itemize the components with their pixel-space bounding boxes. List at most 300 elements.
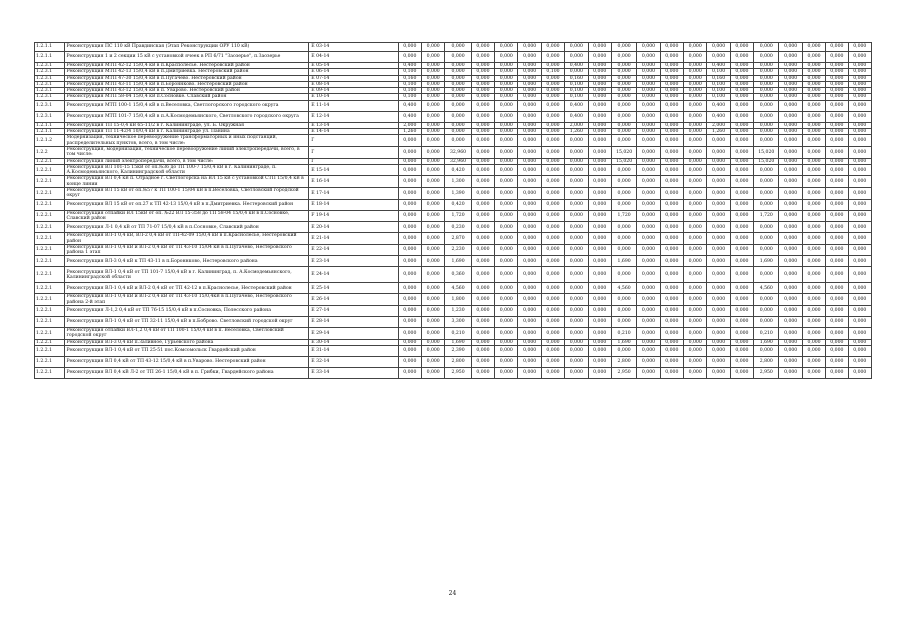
value-cell: 0,000: [848, 188, 871, 200]
value-cell: 0,000: [588, 52, 611, 63]
value-cell: 0,000: [730, 328, 753, 340]
value-cell: 0,000: [637, 122, 660, 128]
value-cell: 0,000: [802, 129, 825, 135]
value-cell: 0,400: [565, 111, 588, 122]
value-cell: 0,000: [848, 63, 871, 69]
value-cell: 0,000: [754, 222, 779, 233]
value-cell: 0,000: [684, 188, 707, 200]
value-cell: 0,000: [611, 88, 636, 94]
table-row: [35, 88, 872, 94]
value-cell: 0,000: [660, 63, 683, 69]
value-cell: 0,100: [707, 94, 730, 100]
value-cell: 2,390: [445, 345, 471, 356]
value-cell: 0,000: [660, 52, 683, 63]
value-cell: 0,000: [398, 210, 421, 222]
row-id: 1.2.3.1: [35, 81, 65, 87]
row-id: 1.2.2.1: [35, 188, 65, 200]
row-code: E 28-14: [309, 317, 398, 328]
value-cell: 0,000: [541, 267, 564, 283]
value-cell: 0,400: [707, 63, 730, 69]
value-cell: 0,000: [707, 164, 730, 176]
row-code: E 33-14: [309, 367, 398, 378]
value-cell: 0,000: [565, 256, 588, 267]
row-name: Реконструкция Л-1,2 0,4 кВ от ТП 76-15 15/0,4 кВ в п.Сосновка, Полесского района: [65, 306, 309, 317]
value-cell: 0,000: [848, 233, 871, 245]
value-cell: 0,000: [754, 244, 779, 256]
value-cell: 2,000: [565, 122, 588, 128]
row-code: E 26-14: [309, 294, 398, 306]
row-id: 1.2.2.1: [35, 283, 65, 294]
value-cell: 0,000: [802, 306, 825, 317]
value-cell: 0,000: [611, 267, 636, 283]
value-cell: 0,000: [802, 81, 825, 87]
row-name: Реконструкция МТП 101-7 15/0,4 кВ в п.А.Космодемьянского, Светловского городского округа: [65, 111, 309, 122]
value-cell: 0,000: [684, 345, 707, 356]
value-cell: 0,000: [495, 176, 518, 188]
value-cell: 0,000: [588, 233, 611, 245]
value-cell: 0,000: [730, 135, 753, 147]
value-cell: 0,000: [421, 328, 444, 340]
value-cell: 0,000: [637, 222, 660, 233]
value-cell: 0,000: [611, 81, 636, 87]
value-cell: 0,000: [471, 88, 494, 94]
value-cell: 0,000: [398, 244, 421, 256]
table-row: [35, 267, 872, 283]
value-cell: 0,000: [518, 81, 541, 87]
value-cell: 0,000: [779, 339, 802, 345]
value-cell: 0,000: [541, 94, 564, 100]
value-cell: 0,000: [826, 135, 848, 147]
value-cell: 1,230: [445, 306, 471, 317]
value-cell: 0,000: [471, 244, 494, 256]
value-cell: 0,000: [826, 81, 848, 87]
value-cell: 0,000: [637, 69, 660, 75]
value-cell: 0,000: [754, 306, 779, 317]
row-code: E 11-14: [309, 100, 398, 111]
row-name: Реконструкция, модернизация, техническое перевооружение линий электропередачи, всего, в том числе:: [65, 146, 309, 158]
value-cell: 0,000: [588, 294, 611, 306]
value-cell: 0,000: [660, 256, 683, 267]
value-cell: 2,800: [445, 356, 471, 367]
value-cell: 0,000: [588, 356, 611, 367]
value-cell: 0,000: [518, 69, 541, 75]
value-cell: 0,000: [707, 233, 730, 245]
value-cell: 0,000: [754, 317, 779, 328]
value-cell: 0,000: [848, 294, 871, 306]
value-cell: 0,000: [495, 43, 518, 52]
value-cell: 0,000: [779, 188, 802, 200]
value-cell: 0,000: [826, 158, 848, 164]
value-cell: 0,000: [848, 94, 871, 100]
value-cell: 0,000: [637, 158, 660, 164]
value-cell: 0,000: [518, 94, 541, 100]
value-cell: 0,000: [707, 158, 730, 164]
value-cell: 0,000: [826, 256, 848, 267]
value-cell: 0,000: [611, 188, 636, 200]
value-cell: 1,300: [445, 176, 471, 188]
row-id: 1.2.2.1: [35, 233, 65, 245]
value-cell: 0,000: [730, 188, 753, 200]
table-row: [35, 306, 872, 317]
value-cell: 0,000: [421, 111, 444, 122]
value-cell: 0,000: [754, 100, 779, 111]
value-cell: 0,000: [398, 317, 421, 328]
value-cell: 0,000: [848, 367, 871, 378]
value-cell: 0,000: [779, 135, 802, 147]
value-cell: 0,000: [660, 233, 683, 245]
value-cell: 0,000: [802, 210, 825, 222]
value-cell: 0,000: [848, 345, 871, 356]
row-id: 1.2.1.1: [35, 122, 65, 128]
value-cell: 0,000: [802, 233, 825, 245]
value-cell: 0,000: [779, 81, 802, 87]
value-cell: 0,420: [445, 199, 471, 210]
value-cell: 0,000: [754, 135, 779, 147]
value-cell: 0,000: [779, 233, 802, 245]
value-cell: 0,000: [826, 146, 848, 158]
value-cell: 0,000: [684, 63, 707, 69]
value-cell: 0,000: [660, 164, 683, 176]
value-cell: 0,000: [398, 199, 421, 210]
value-cell: 0,000: [826, 69, 848, 75]
value-cell: 0,000: [637, 164, 660, 176]
value-cell: 0,000: [445, 63, 471, 69]
value-cell: 0,000: [398, 283, 421, 294]
value-cell: 0,400: [398, 100, 421, 111]
value-cell: 0,400: [565, 100, 588, 111]
value-cell: 0,000: [445, 111, 471, 122]
value-cell: 0,000: [471, 283, 494, 294]
table-row: [35, 367, 872, 378]
value-cell: 0,000: [541, 367, 564, 378]
value-cell: 0,000: [421, 256, 444, 267]
value-cell: 0,000: [471, 43, 494, 52]
value-cell: 0,420: [445, 164, 471, 176]
row-code: E 24-14: [309, 267, 398, 283]
table-row: [35, 256, 872, 267]
value-cell: 0,000: [730, 111, 753, 122]
value-cell: 0,000: [421, 146, 444, 158]
value-cell: 0,000: [518, 43, 541, 52]
value-cell: 15,020: [611, 146, 636, 158]
value-cell: 0,000: [660, 129, 683, 135]
value-cell: 0,000: [565, 367, 588, 378]
value-cell: 0,000: [541, 256, 564, 267]
value-cell: 0,000: [826, 222, 848, 233]
value-cell: 2,000: [707, 122, 730, 128]
value-cell: 0,000: [707, 146, 730, 158]
value-cell: 0,000: [541, 233, 564, 245]
value-cell: 0,000: [730, 317, 753, 328]
value-cell: 0,000: [421, 267, 444, 283]
value-cell: 0,000: [541, 135, 564, 147]
table-row: [35, 339, 872, 345]
value-cell: 0,000: [588, 122, 611, 128]
value-cell: 0,000: [588, 69, 611, 75]
value-cell: 0,000: [421, 199, 444, 210]
value-cell: 0,000: [495, 199, 518, 210]
value-cell: 0,000: [421, 81, 444, 87]
value-cell: 0,000: [684, 199, 707, 210]
value-cell: 0,000: [826, 100, 848, 111]
value-cell: 0,000: [518, 233, 541, 245]
value-cell: 2,800: [611, 356, 636, 367]
value-cell: 0,000: [848, 210, 871, 222]
value-cell: 1,690: [754, 339, 779, 345]
value-cell: 0,000: [565, 135, 588, 147]
value-cell: 0,000: [730, 63, 753, 69]
row-code: E 20-14: [309, 222, 398, 233]
value-cell: 0,000: [707, 210, 730, 222]
value-cell: 0,000: [660, 210, 683, 222]
value-cell: 0,000: [471, 256, 494, 267]
value-cell: 0,000: [707, 367, 730, 378]
value-cell: 0,000: [421, 210, 444, 222]
value-cell: 0,000: [730, 52, 753, 63]
value-cell: 0,000: [518, 339, 541, 345]
row-id: 1.2.2.1: [35, 306, 65, 317]
value-cell: 0,000: [471, 75, 494, 81]
value-cell: 0,000: [660, 283, 683, 294]
row-code: E 13-14: [309, 122, 398, 128]
value-cell: 0,100: [398, 81, 421, 87]
value-cell: 0,000: [802, 164, 825, 176]
value-cell: 0,000: [802, 94, 825, 100]
value-cell: 0,000: [565, 188, 588, 200]
value-cell: 0,000: [495, 244, 518, 256]
row-id: 1.2.2.1: [35, 339, 65, 345]
value-cell: 0,000: [518, 356, 541, 367]
row-code: Г: [309, 158, 398, 164]
value-cell: 0,000: [730, 306, 753, 317]
value-cell: 0,000: [471, 164, 494, 176]
value-cell: 0,000: [588, 81, 611, 87]
value-cell: 0,000: [518, 328, 541, 340]
value-cell: 0,000: [495, 158, 518, 164]
row-id: 1.2.2.1: [35, 256, 65, 267]
value-cell: 0,000: [848, 306, 871, 317]
value-cell: 0,000: [802, 176, 825, 188]
value-cell: 0,000: [611, 317, 636, 328]
value-cell: 0,000: [826, 356, 848, 367]
value-cell: 0,000: [398, 345, 421, 356]
value-cell: 0,000: [637, 294, 660, 306]
row-name: Реконструкция отпайки ВЛ-1,2 0,4 кВ от ТП 100-1 15/0,4 кВ в п. Веселовка, Светловский городской округ: [65, 328, 309, 340]
value-cell: 0,000: [802, 367, 825, 378]
value-cell: 0,000: [471, 317, 494, 328]
value-cell: 0,000: [754, 129, 779, 135]
value-cell: 1,260: [398, 129, 421, 135]
value-cell: 0,000: [779, 88, 802, 94]
table-row: [35, 111, 872, 122]
value-cell: 0,000: [588, 63, 611, 69]
value-cell: 0,000: [541, 164, 564, 176]
table-row: [35, 222, 872, 233]
value-cell: 0,000: [588, 135, 611, 147]
table-row: [35, 356, 872, 367]
value-cell: 1,390: [445, 188, 471, 200]
value-cell: 0,000: [802, 256, 825, 267]
row-name: Реконструкция МТП 47-30 15/0,4 кВ в п.Пугачево. Нестеровский район: [65, 75, 309, 81]
value-cell: 0,000: [826, 122, 848, 128]
value-cell: 0,000: [848, 164, 871, 176]
value-cell: 0,000: [565, 317, 588, 328]
row-name: Реконструкция ВЛ-1 0,4 кВ и ВЛ-2 0,4 кВ от ТП 43-10 15/0,4кВ в п.Пугачево, Нестеровского района 2-й этап: [65, 294, 309, 306]
value-cell: 0,000: [518, 244, 541, 256]
value-cell: 0,000: [637, 367, 660, 378]
value-cell: 1,720: [611, 210, 636, 222]
value-cell: 0,000: [421, 294, 444, 306]
row-code: E 16-14: [309, 176, 398, 188]
value-cell: 0,000: [588, 267, 611, 283]
value-cell: 0,000: [684, 328, 707, 340]
value-cell: 0,000: [421, 129, 444, 135]
value-cell: 0,000: [848, 135, 871, 147]
value-cell: 0,000: [707, 306, 730, 317]
value-cell: 0,000: [779, 210, 802, 222]
value-cell: 0,000: [611, 294, 636, 306]
row-code: E 10-14: [309, 94, 398, 100]
row-name: Реконструкция ВЛ 0,4 кВ п. Отрадное г. Светлогорска на ВЛ 15 кВ с установкой СТП 15/0,4 кВ в конце линии: [65, 176, 309, 188]
row-code: E 30-14: [309, 339, 398, 345]
value-cell: 2,230: [445, 244, 471, 256]
value-cell: 0,000: [684, 158, 707, 164]
value-cell: 0,000: [471, 100, 494, 111]
value-cell: 0,000: [588, 94, 611, 100]
value-cell: 0,000: [565, 164, 588, 176]
value-cell: 0,000: [660, 81, 683, 87]
value-cell: 0,000: [471, 146, 494, 158]
value-cell: 0,000: [471, 294, 494, 306]
value-cell: 0,000: [848, 43, 871, 52]
value-cell: 0,000: [421, 94, 444, 100]
value-cell: 0,000: [398, 188, 421, 200]
value-cell: 0,000: [518, 222, 541, 233]
value-cell: 0,000: [588, 317, 611, 328]
value-cell: 0,000: [684, 122, 707, 128]
value-cell: 0,000: [565, 222, 588, 233]
value-cell: 0,100: [398, 94, 421, 100]
value-cell: 0,000: [684, 75, 707, 81]
row-name: Реконструкция ВЛ 0,4 кВ от ТП 43-12 15/0,4 кВ в п.Уварово. Нестеровский район: [65, 356, 309, 367]
value-cell: 0,160: [565, 75, 588, 81]
value-cell: 0,000: [471, 69, 494, 75]
value-cell: 0,000: [730, 81, 753, 87]
row-id: 1.2.2.1: [35, 267, 65, 283]
value-cell: 0,000: [611, 43, 636, 52]
row-name: Реконструкция ВЛ-1 0,4 кВ, ВЛ-2 0,4 кВ от ТП-42-09 15/0,4 кВ в п.Краснолесье, Нестеровский район: [65, 233, 309, 245]
value-cell: 0,000: [637, 88, 660, 94]
value-cell: 0,000: [707, 267, 730, 283]
value-cell: 1,690: [445, 256, 471, 267]
value-cell: 0,000: [848, 52, 871, 63]
table-row: [35, 164, 872, 176]
value-cell: 0,000: [421, 306, 444, 317]
value-cell: 0,000: [495, 129, 518, 135]
value-cell: 0,000: [518, 52, 541, 63]
value-cell: 0,000: [707, 345, 730, 356]
value-cell: 0,000: [754, 75, 779, 81]
value-cell: 0,000: [660, 111, 683, 122]
value-cell: 0,000: [754, 63, 779, 69]
value-cell: 0,000: [684, 283, 707, 294]
value-cell: 0,000: [565, 69, 588, 75]
value-cell: 0,000: [611, 122, 636, 128]
value-cell: 0,000: [826, 199, 848, 210]
value-cell: 0,000: [707, 199, 730, 210]
row-id: 1.2.3.1: [35, 69, 65, 75]
row-id: 1.2.2.1: [35, 367, 65, 378]
value-cell: 0,000: [495, 164, 518, 176]
value-cell: 0,000: [779, 267, 802, 283]
value-cell: 2,800: [754, 356, 779, 367]
value-cell: 0,100: [565, 94, 588, 100]
value-cell: 0,000: [541, 199, 564, 210]
value-cell: 0,000: [495, 283, 518, 294]
value-cell: 0,000: [779, 222, 802, 233]
value-cell: 0,000: [848, 339, 871, 345]
value-cell: 1,720: [445, 210, 471, 222]
value-cell: 0,000: [495, 75, 518, 81]
table-row: [35, 52, 872, 63]
value-cell: 0,000: [471, 222, 494, 233]
value-cell: 0,210: [754, 328, 779, 340]
value-cell: 0,000: [730, 267, 753, 283]
value-cell: 0,000: [637, 135, 660, 147]
value-cell: 0,000: [611, 129, 636, 135]
value-cell: 0,000: [398, 222, 421, 233]
table-row: [35, 317, 872, 328]
value-cell: 0,000: [802, 222, 825, 233]
value-cell: 0,000: [518, 158, 541, 164]
value-cell: 0,000: [445, 88, 471, 94]
value-cell: 0,000: [495, 88, 518, 94]
value-cell: 0,000: [541, 158, 564, 164]
value-cell: 0,000: [779, 122, 802, 128]
row-name: Реконструкция ВЛ 15 кВ от оп.№57 к ТП 100-1 15/04 кВ в п.Веселовка, Светловский городской округ: [65, 188, 309, 200]
value-cell: 0,000: [660, 135, 683, 147]
value-cell: 0,000: [541, 188, 564, 200]
value-cell: 0,210: [611, 328, 636, 340]
value-cell: 0,000: [565, 283, 588, 294]
table-row: [35, 129, 872, 135]
table-row: [35, 233, 872, 245]
value-cell: 0,000: [730, 100, 753, 111]
value-cell: 0,000: [445, 94, 471, 100]
value-cell: 0,000: [684, 164, 707, 176]
value-cell: 0,000: [398, 146, 421, 158]
row-name: Реконструкция МТП 43-11 15/0,4 кВ в п.Бороннково. Нестеровский район: [65, 81, 309, 87]
value-cell: 1,690: [445, 339, 471, 345]
value-cell: 0,000: [730, 75, 753, 81]
row-name: Реконструкция МТП 100-1 15/0,4 кВ в п.Веселовка, Светлогорского городского округа: [65, 100, 309, 111]
value-cell: 0,000: [565, 146, 588, 158]
row-name: Реконструкция ТП 11-42/4 10/0,4 кВ в г. Калининграде ул. Панина: [65, 129, 309, 135]
row-code: E 03-14: [309, 43, 398, 52]
value-cell: 0,000: [541, 210, 564, 222]
value-cell: 0,000: [754, 69, 779, 75]
value-cell: 0,000: [518, 111, 541, 122]
value-cell: 0,000: [611, 345, 636, 356]
row-code: E 12-14: [309, 111, 398, 122]
value-cell: 0,000: [565, 328, 588, 340]
row-name: Реконструкция отпайки ВЛ 15кВ от оп. №22 ВЛ 15-358 до ТП 58-04 15/0,4 кВ в п.Сосновке, Славский район: [65, 210, 309, 222]
value-cell: 0,100: [565, 88, 588, 94]
value-cell: 0,000: [518, 129, 541, 135]
row-id: 1.2.2: [35, 146, 65, 158]
value-cell: 0,000: [471, 176, 494, 188]
value-cell: 0,000: [848, 328, 871, 340]
